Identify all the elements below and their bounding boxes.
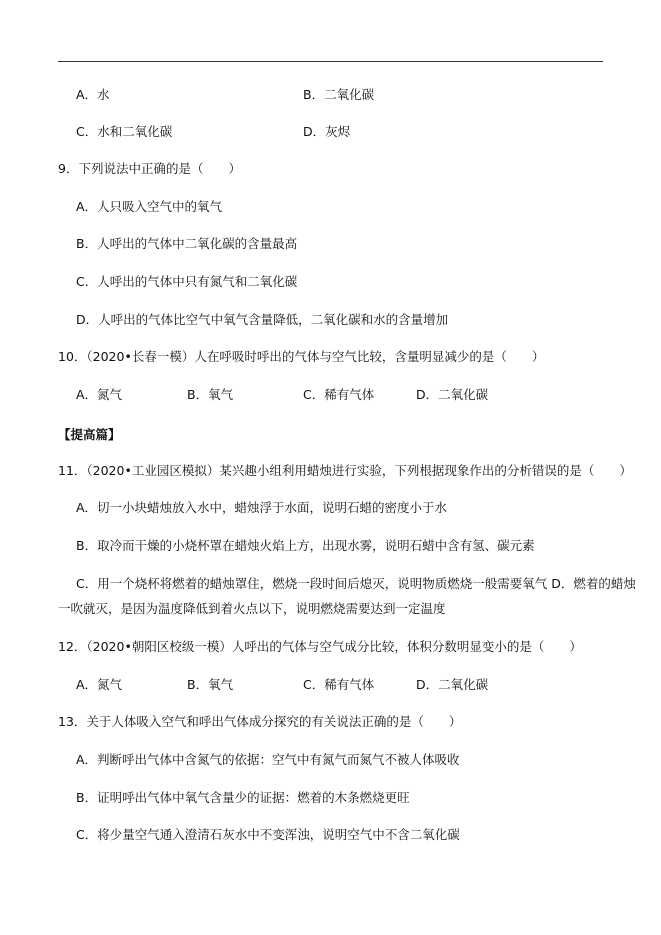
q9-option-c: C．人呼出的气体中只有氮气和二氧化碳: [76, 274, 298, 289]
q8-option-b: B．二氧化碳: [303, 87, 375, 102]
q13-stem: 13．关于人体吸入空气和呼出气体成分探究的有关说法正确的是（ ）: [58, 714, 462, 729]
q8-option-c: C．水和二氧化碳: [76, 124, 173, 139]
q11-option-b: B．取冷而干燥的小烧杯罩在蜡烛火焰上方，出现水雾，说明石蜡中含有氢、碳元素: [76, 538, 535, 553]
header-rule: [58, 61, 603, 62]
q10-option-d: D．二氧化碳: [416, 387, 489, 402]
q10-stem: 10．（2020•长春一模）人在呼吸时呼出的气体与空气比较，含量明显减少的是（ ）: [58, 349, 545, 364]
q12-stem: 12．（2020•朝阳区校级一模）人呼出的气体与空气成分比较，体积分数明显变小的是（ ）: [58, 639, 582, 654]
q10-option-a: A．氮气: [76, 387, 123, 402]
q11-option-c-line1: C．用一个烧杯将燃着的蜡烛罩住，燃烧一段时间后熄灭，说明物质燃烧一般需要氧气 D．燃着的蜡烛: [76, 576, 636, 591]
q9-option-a: A．人只吸入空气中的氧气: [76, 199, 223, 214]
q9-stem: 9．下列说法中正确的是（ ）: [58, 161, 241, 176]
q9-option-d: D．人呼出的气体比空气中氧气含量降低，二氧化碳和水的含量增加: [76, 312, 449, 327]
q11-option-a: A．切一小块蜡烛放入水中，蜡烛浮于水面，说明石蜡的密度小于水: [76, 500, 448, 515]
q8-option-d: D．灰烬: [303, 124, 351, 139]
q13-option-b: B．证明呼出气体中氧气含量少的证据：燃着的木条燃烧更旺: [76, 790, 410, 805]
q10-option-b: B．氧气: [187, 387, 234, 402]
q12-option-a: A．氮气: [76, 677, 123, 692]
q12-option-c: C．稀有气体: [303, 677, 375, 692]
q11-stem: 11．（2020•工业园区模拟）某兴趣小组利用蜡烛进行实验，下列根据现象作出的分析错误的是（ ）: [58, 463, 632, 478]
q13-option-a: A．判断呼出气体中含氮气的依据：空气中有氮气而氮气不被人体吸收: [76, 752, 460, 767]
section-title: 【提高篇】: [58, 427, 121, 442]
q12-option-b: B．氧气: [187, 677, 234, 692]
q12-option-d: D．二氧化碳: [416, 677, 489, 692]
q8-option-a: A．水: [76, 87, 110, 102]
q9-option-b: B．人呼出的气体中二氧化碳的含量最高: [76, 236, 298, 251]
q13-option-c: C．将少量空气通入澄清石灰水中不变浑浊，说明空气中不含二氧化碳: [76, 827, 460, 842]
q10-option-c: C．稀有气体: [303, 387, 375, 402]
q11-option-c-line2: 一吹就灭，是因为温度降低到着火点以下，说明燃烧需要达到一定温度: [58, 601, 446, 616]
